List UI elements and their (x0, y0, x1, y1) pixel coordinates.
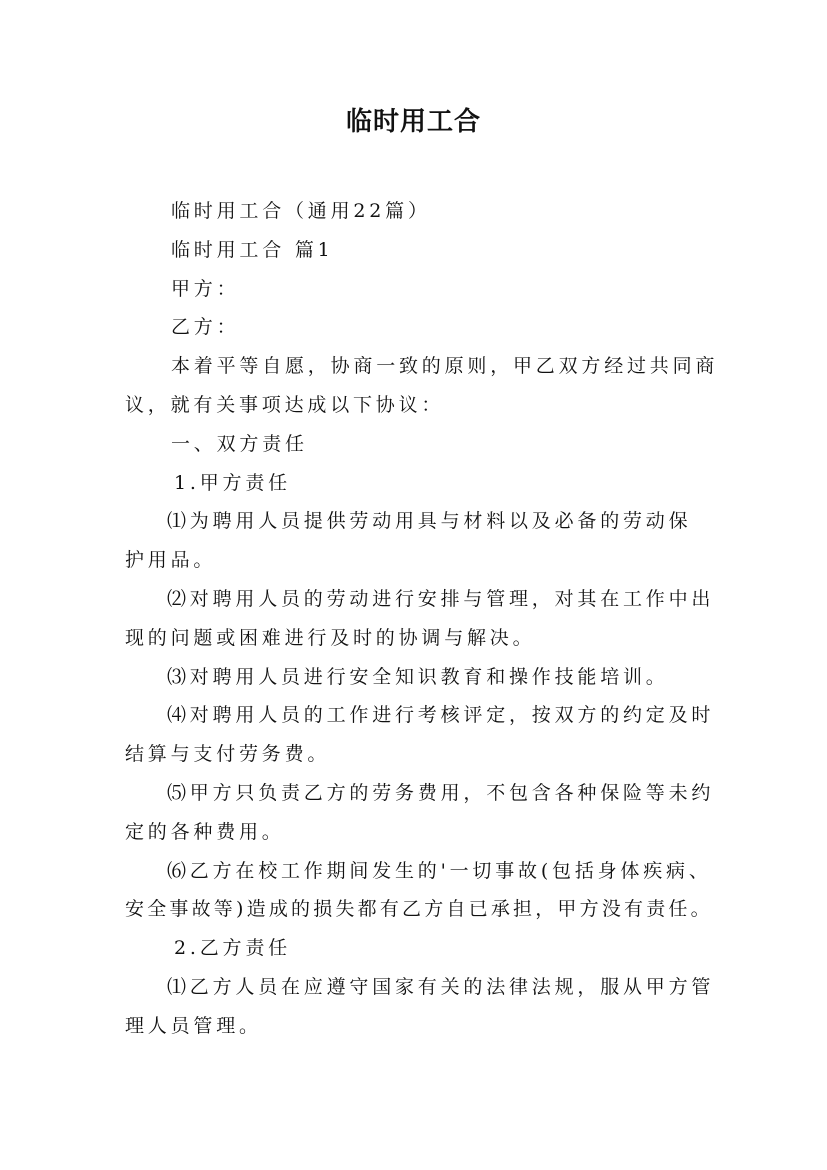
clause-heading: 一、双方责任 (171, 432, 308, 455)
clause-item-continuation: 现的问题或困难进行及时的协调与解决。 (125, 626, 536, 649)
clause-item: ⑶对聘用人员进行安全知识教育和操作技能培训。 (167, 665, 669, 688)
clause-item: ⑹乙方在校工作期间发生的'一切事故(包括身体疾病、 (167, 859, 712, 882)
clause-item: ⑸甲方只负责乙方的劳务费用，不包含各种保险等未约 (167, 781, 715, 804)
clause-item: ⑴为聘用人员提供劳动用具与材料以及必备的劳动保 (167, 510, 692, 533)
party-a-label: 甲方： (171, 277, 240, 300)
clause-item: ⑵对聘用人员的劳动进行安排与管理，对其在工作中出 (167, 587, 715, 610)
clause-item: ⑷对聘用人员的工作进行考核评定，按双方的约定及时 (167, 704, 715, 727)
clause-subheading: 1.甲方责任 (174, 471, 291, 494)
clause-item-continuation: 结算与支付劳务费。 (125, 743, 331, 766)
clause-subheading: 2.乙方责任 (174, 937, 291, 960)
clause-item-continuation: 安全事故等)造成的损失都有乙方自已承担，甲方没有责任。 (125, 898, 713, 921)
clause-item-continuation: 理人员管理。 (125, 1014, 262, 1037)
clause-item: ⑴乙方人员在应遵守国家有关的法律法规，服从甲方管 (167, 975, 715, 998)
document-title: 临时用工合 (345, 107, 481, 137)
clause-item-continuation: 护用品。 (125, 549, 217, 572)
paragraph-line: 议，就有关事项达成以下协议： (125, 393, 445, 416)
party-b-label: 乙方： (171, 316, 240, 339)
section-heading: 临时用工合 篇1 (171, 238, 334, 261)
paragraph-line: 本着平等自愿，协商一致的原则，甲乙双方经过共同商 (171, 355, 719, 378)
document-body (125, 192, 719, 1046)
subtitle-line: 临时用工合（通用22篇） (171, 200, 431, 222)
clause-item-continuation: 定的各种费用。 (125, 820, 285, 843)
